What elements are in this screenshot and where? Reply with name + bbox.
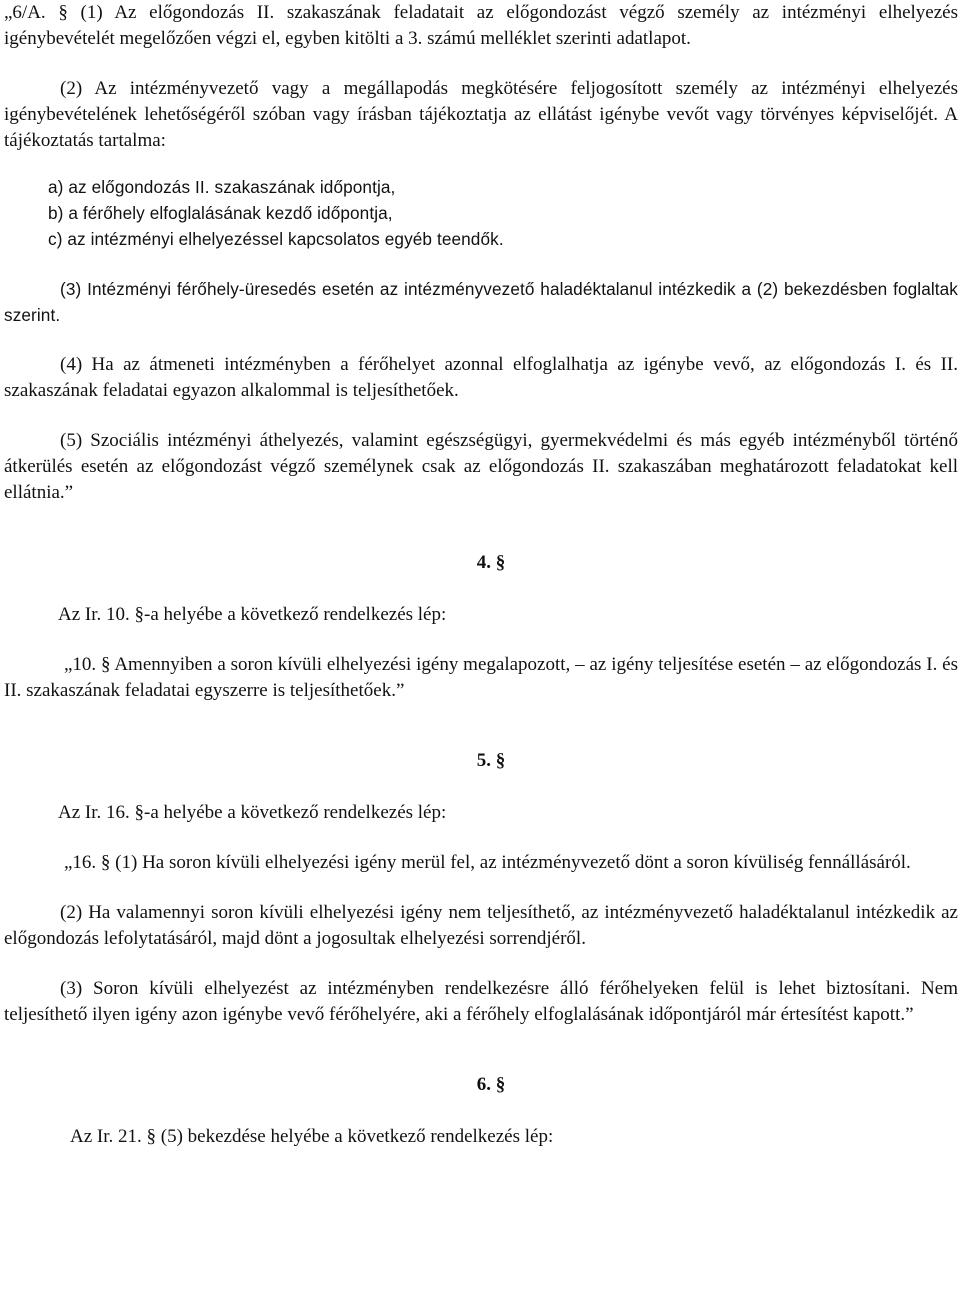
section-number-5: 5. § bbox=[476, 750, 506, 771]
section-4-text: „10. § Amennyiben a soron kívüli elhelyezési igény megalapozott, – az igény teljesítése esetén – az előgondozás I. és II. szakaszának feladatai egyszerre is teljesíthetőek.” bbox=[4, 654, 958, 701]
list-item: a) az előgondozás II. szakaszának időpontja, bbox=[48, 177, 396, 197]
document-page bbox=[4, 0, 958, 1150]
paragraph-6a-1: „6/A. § (1) Az előgondozás II. szakaszának feladatait az előgondozást végző személy az intézményi elhelyezés igénybevételét megelőzően végzi el, egyben kitölti a 3. számú melléklet szerinti adatlapot. bbox=[4, 2, 958, 49]
paragraph-6a-3: (3) Intézményi férőhely-üresedés esetén az intézményvezető haladéktalanul intézkedik a (2) bekezdésben foglaltak szerint. bbox=[4, 279, 958, 325]
list-item: c) az intézményi elhelyezéssel kapcsolatos egyéb teendők. bbox=[48, 229, 504, 249]
section-5-intro: Az Ir. 16. §-a helyébe a következő rendelkezés lép: bbox=[58, 802, 447, 823]
section-6-intro: Az Ir. 21. § (5) bekezdése helyébe a következő rendelkezés lép: bbox=[70, 1126, 554, 1147]
section-4-intro: Az Ir. 10. §-a helyébe a következő rendelkezés lép: bbox=[58, 604, 447, 625]
section-number-4: 4. § bbox=[476, 552, 506, 573]
paragraph-6a-5: (5) Szociális intézményi áthelyezés, valamint egészségügyi, gyermekvédelmi és más egyéb intézményből történő átkerülés esetén az előgondozást végző személynek csak az előgondozás II. szakaszában meghatározott feladatokat kell ellátnia.” bbox=[4, 430, 958, 503]
paragraph-6a-2: (2) Az intézményvezető vagy a megállapodás megkötésére feljogosított személy az intézményi elhelyezés igénybevételének lehetőségéről szóban vagy írásban tájékoztatja az ellátást igénybe vevőt vagy törvényes képviselőjét. A tájékoztatás tartalma: bbox=[4, 78, 958, 151]
section-number-6: 6. § bbox=[476, 1074, 506, 1095]
info-list bbox=[48, 174, 958, 252]
section-5-p1: „16. § (1) Ha soron kívüli elhelyezési igény merül fel, az intézményvezető dönt a soron kívüliség fennállásáról. bbox=[64, 852, 911, 873]
section-5-p3: (3) Soron kívüli elhelyezést az intézményben rendelkezésre álló férőhelyeken felül is lehet biztosítani. Nem teljesíthető ilyen igény azon igénybe vevő férőhelyére, aki a férőhely elfoglalásának időpontjáról már értesítést kapott.” bbox=[4, 978, 958, 1025]
paragraph-6a-4: (4) Ha az átmeneti intézményben a férőhelyet azonnal elfoglalhatja az igénybe vevő, az előgondozás I. és II. szakaszának feladatai egyazon alkalommal is teljesíthetőek. bbox=[4, 354, 958, 401]
section-5-p2: (2) Ha valamennyi soron kívüli elhelyezési igény nem teljesíthető, az intézményvezető haladéktalanul intézkedik az előgondozás lefolytatásáról, majd dönt a jogosultak elhelyezési sorrendjéről. bbox=[4, 902, 958, 949]
list-item: b) a férőhely elfoglalásának kezdő időpontja, bbox=[48, 203, 393, 223]
